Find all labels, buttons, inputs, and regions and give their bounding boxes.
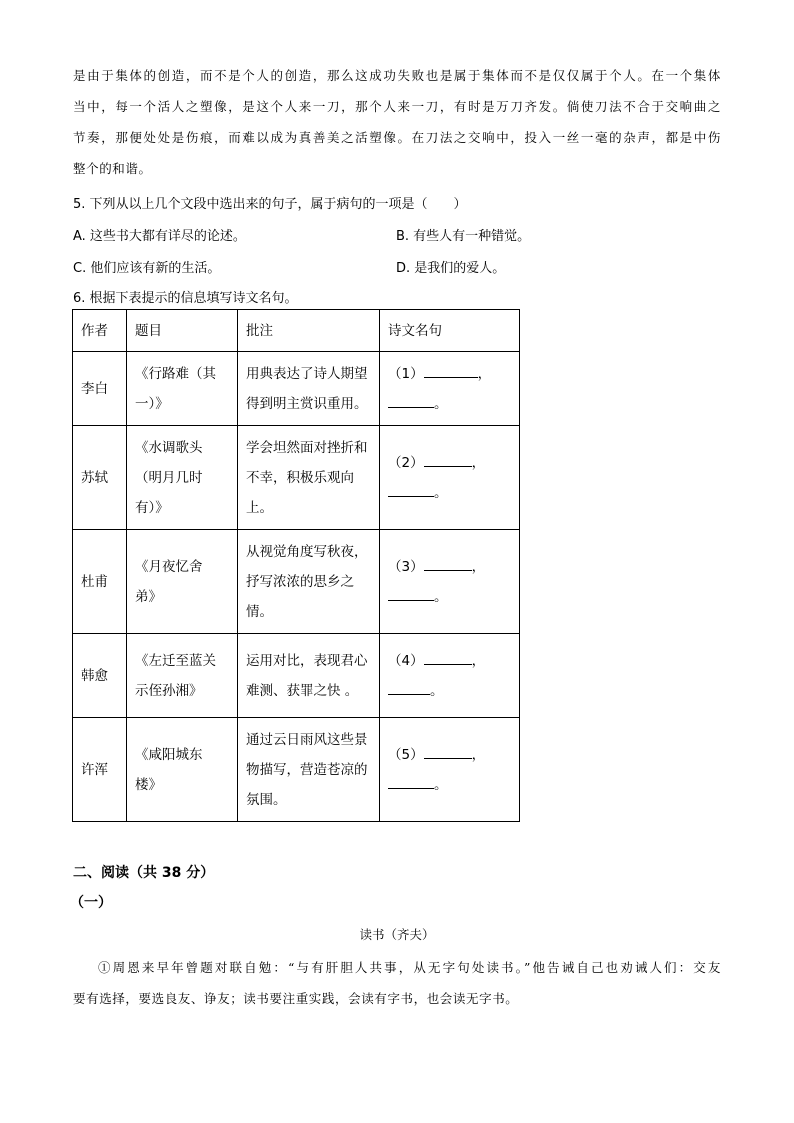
note-line: 得到明主赏识重用。 bbox=[246, 395, 368, 412]
header-title: 题目 bbox=[127, 310, 238, 352]
quote-cell bbox=[380, 718, 520, 822]
blank-number: （2） bbox=[388, 454, 424, 471]
quote-cell bbox=[380, 530, 520, 634]
note-line: 学会坦然面对挫折和 bbox=[246, 439, 368, 456]
answer-blank[interactable] bbox=[388, 679, 430, 695]
title-cell bbox=[127, 352, 238, 426]
answer-blank[interactable] bbox=[388, 481, 434, 497]
blank-number: （1） bbox=[388, 365, 424, 382]
answer-blank[interactable] bbox=[388, 585, 434, 601]
title-line: 楼》 bbox=[135, 776, 162, 793]
note-cell bbox=[238, 718, 380, 822]
quote-cell bbox=[380, 634, 520, 718]
blank-number: （4） bbox=[388, 652, 424, 669]
blank-period: 。 bbox=[434, 776, 448, 793]
author-cell: 李白 bbox=[73, 352, 127, 426]
title-cell bbox=[127, 530, 238, 634]
note-line: 抒写浓浓的思乡之 bbox=[246, 573, 354, 590]
quote-cell bbox=[380, 426, 520, 530]
quote-cell bbox=[380, 352, 520, 426]
title-line: 弟》 bbox=[135, 588, 162, 605]
blank-period: 。 bbox=[434, 395, 448, 412]
question5-option-d[interactable]: D. 是我们的爱人。 bbox=[396, 261, 506, 276]
title-line: 《左迁至蓝关 bbox=[135, 652, 216, 669]
title-line: 有）》 bbox=[135, 499, 169, 516]
blank-period: 。 bbox=[434, 484, 448, 501]
answer-blank[interactable] bbox=[424, 451, 472, 467]
section-heading: 二、阅读（共 38 分） bbox=[73, 865, 215, 881]
question5-option-c[interactable]: C. 他们应该有新的生活。 bbox=[73, 261, 221, 276]
table-row bbox=[73, 718, 520, 822]
title-cell bbox=[127, 426, 238, 530]
header-quote: 诗文名句 bbox=[380, 310, 520, 352]
question6-stem: 6. 根据下表提示的信息填写诗文名句。 bbox=[73, 291, 298, 306]
blank-comma: ， bbox=[471, 454, 486, 471]
answer-blank[interactable] bbox=[388, 773, 434, 789]
title-line: 一）》 bbox=[135, 395, 169, 412]
question5-option-b[interactable]: B. 有些人有一种错觉。 bbox=[396, 229, 531, 244]
table-row bbox=[73, 634, 520, 718]
intro-line: 节奏，那便处处是伤痕，而难以成为真善美之活塑像。在刀法之交响中，投入一丝一毫的杂声，都是中伤 bbox=[73, 130, 721, 145]
note-cell bbox=[238, 634, 380, 718]
author-cell: 许浑 bbox=[73, 718, 127, 822]
note-line: 运用对比，表现君心 bbox=[246, 652, 368, 669]
article-line: 要有选择，要选良友、诤友；读书要注重实践，会读有字书，也会读无字书。 bbox=[73, 991, 519, 1006]
title-line: 示侄孙湘》 bbox=[135, 682, 203, 699]
intro-line: 是由于集体的创造，而不是个人的创造，那么这成功失败也是属于集体而不是仅仅属于个人。在一个集体 bbox=[73, 68, 721, 83]
blank-comma: ， bbox=[471, 558, 486, 575]
title-line: （明月几时 bbox=[135, 469, 203, 486]
title-cell bbox=[127, 634, 238, 718]
note-line: 难测、获罪之快 。 bbox=[246, 682, 359, 699]
article-paragraph bbox=[73, 952, 721, 1014]
blank-period: 。 bbox=[434, 588, 448, 605]
note-line: 情。 bbox=[246, 603, 273, 620]
note-line: 不幸，积极乐观向 bbox=[246, 469, 354, 486]
note-line: 上。 bbox=[246, 499, 273, 516]
blank-period: 。 bbox=[430, 682, 444, 699]
article-title: 读书（齐夫） bbox=[359, 927, 435, 942]
note-line: 物描写，营造苍凉的 bbox=[246, 761, 368, 778]
answer-blank[interactable] bbox=[424, 743, 472, 759]
blank-comma: ， bbox=[477, 365, 492, 382]
title-line: 《咸阳城东 bbox=[135, 746, 203, 763]
answer-blank[interactable] bbox=[424, 649, 472, 665]
note-line: 从视觉角度写秋夜， bbox=[246, 543, 368, 560]
table-row bbox=[73, 530, 520, 634]
blank-number: （5） bbox=[388, 746, 424, 763]
header-note: 批注 bbox=[238, 310, 380, 352]
section-subheading: （一） bbox=[70, 895, 112, 911]
blank-comma: ， bbox=[471, 746, 486, 763]
answer-blank[interactable] bbox=[424, 555, 472, 571]
question5-option-a[interactable]: A. 这些书大都有详尽的论述。 bbox=[73, 229, 246, 244]
answer-blank[interactable] bbox=[388, 392, 434, 408]
title-line: 《行路难（其 bbox=[135, 365, 216, 382]
blank-number: （3） bbox=[388, 558, 424, 575]
author-cell: 韩愈 bbox=[73, 634, 127, 718]
intro-paragraph bbox=[73, 60, 721, 184]
intro-line: 整个的和谐。 bbox=[73, 161, 152, 176]
note-line: 氛围。 bbox=[246, 791, 287, 808]
note-line: 通过云日雨风这些景 bbox=[246, 731, 368, 748]
table-header-row bbox=[73, 310, 520, 352]
poem-table bbox=[72, 309, 520, 822]
table-row bbox=[73, 426, 520, 530]
note-cell bbox=[238, 352, 380, 426]
title-line: 《水调歌头 bbox=[135, 439, 203, 456]
article-line: ①周恩来早年曾题对联自勉：“与有肝胆人共事，从无字句处读书。”他告诫自己也劝诫人们：交友 bbox=[98, 960, 721, 975]
author-cell: 杜甫 bbox=[73, 530, 127, 634]
note-line: 用典表达了诗人期望 bbox=[246, 365, 368, 382]
author-cell: 苏轼 bbox=[73, 426, 127, 530]
title-line: 《月夜忆舍 bbox=[135, 558, 203, 575]
blank-comma: ， bbox=[471, 652, 486, 669]
note-cell bbox=[238, 530, 380, 634]
intro-line: 当中，每一个活人之塑像，是这个人来一刀，那个人来一刀，有时是万刀齐发。倘使刀法不合于交响曲之 bbox=[73, 99, 721, 114]
title-cell bbox=[127, 718, 238, 822]
table-row bbox=[73, 352, 520, 426]
answer-blank[interactable] bbox=[424, 362, 478, 378]
header-author: 作者 bbox=[73, 310, 127, 352]
note-cell bbox=[238, 426, 380, 530]
question5-stem: 5. 下列从以上几个文段中选出来的句子，属于病句的一项是（ ） bbox=[73, 197, 467, 212]
